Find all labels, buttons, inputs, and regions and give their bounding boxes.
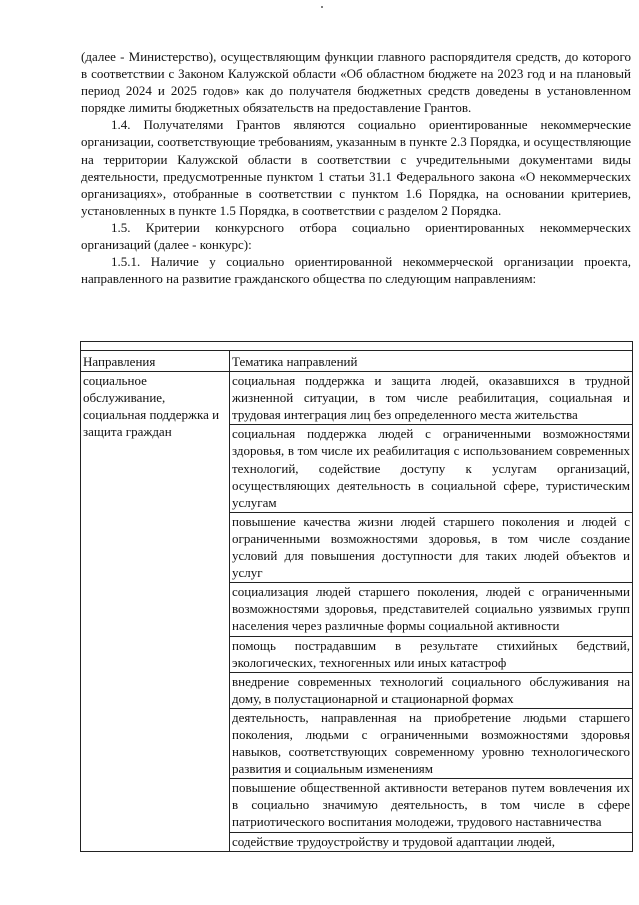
table-row [81, 372, 633, 425]
topic-cell: содействие трудоустройству и трудовой адаптации людей, [230, 832, 633, 851]
paragraph-1-5-1: 1.5.1. Наличие у социально ориентированной некоммерческой организации проекта, направленного на развитие гражданского общества по следующим направлениям: [81, 254, 631, 287]
scan-speck [321, 6, 323, 8]
category-cell: социальное обслуживание, социальная поддержка и защита граждан [81, 372, 230, 852]
topic-cell: повышение качества жизни людей старшего поколения и людей с ограниченными возможностями здоровья, в том числе создание условий для повышения доступности для таких людей объектов и услуг [230, 512, 633, 582]
topic-cell: внедрение современных технологий социального обслуживания на дому, в полустационарной и стационарной формах [230, 672, 633, 708]
topic-cell: социальная поддержка и защита людей, оказавшихся в трудной жизненной ситуации, в том числе реабилитация, социальная и трудовая интеграция лиц без определенного места жительства [230, 372, 633, 425]
topic-cell: социальная поддержка людей с ограниченными возможностями здоровья, в том числе их реабилитация с использованием современных технологий, содействие доступу к услугам организаций, осуществляющих деятельность в социальной сфере, туристическим услугам [230, 425, 633, 512]
paragraph-ministry: (далее - Министерство), осуществляющим функции главного распорядителя средств, до которого в соответствии с Законом Калужской области «Об областном бюджете на 2023 год и на плановый период 2024 и 2025 годов» как до получателя бюджетных средств доведены в установленном порядке лимиты бюджетных обязательств на предоставление Грантов. [81, 49, 631, 116]
paragraph-1-4: 1.4. Получателями Грантов являются социально ориентированные некоммерческие организации, соответствующие требованиям, указанным в пункте 2.3 Порядка, и осуществляющие на территории Калужской области в соответствии с учредительными документами виды деятельности, предусмотренные пунктом 1 статьи 31.1 Федерального закона «О некоммерческих организациях», отобранные в соответствии с пунктом 1.6 Порядка, на основании критериев, установленных в пункте 1.5 Порядка, в соответствии с разделом 2 Порядка. [81, 117, 631, 218]
topic-cell: социализация людей старшего поколения, людей с ограниченными возможностями здоровья, представителей социально уязвимых групп населения через различные формы социальной активности [230, 583, 633, 636]
topic-cell: помощь пострадавшим в результате стихийных бедствий, экологических, техногенных или иных катастроф [230, 636, 633, 672]
paragraph-1-5: 1.5. Критерии конкурсного отбора социально ориентированных некоммерческих организаций (далее - конкурс): [81, 219, 631, 253]
table-top-gap [81, 342, 633, 351]
header-directions: Направления [81, 351, 230, 372]
topic-cell: повышение общественной активности ветеранов путем вовлечения их в социально значимую деятельность, в том числе в сфере патриотического воспитания молодежи, трудового наставничества [230, 779, 633, 832]
document-body [81, 48, 631, 287]
table-header-row [81, 351, 633, 372]
directions-table [80, 341, 633, 852]
topic-cell: деятельность, направленная на приобретение людьми старшего поколения, людьми с ограниченными возможностями здоровья навыков, соответствующих современному уровню технологического развития и социальным изменениям [230, 708, 633, 778]
header-topics: Тематика направлений [230, 351, 633, 372]
